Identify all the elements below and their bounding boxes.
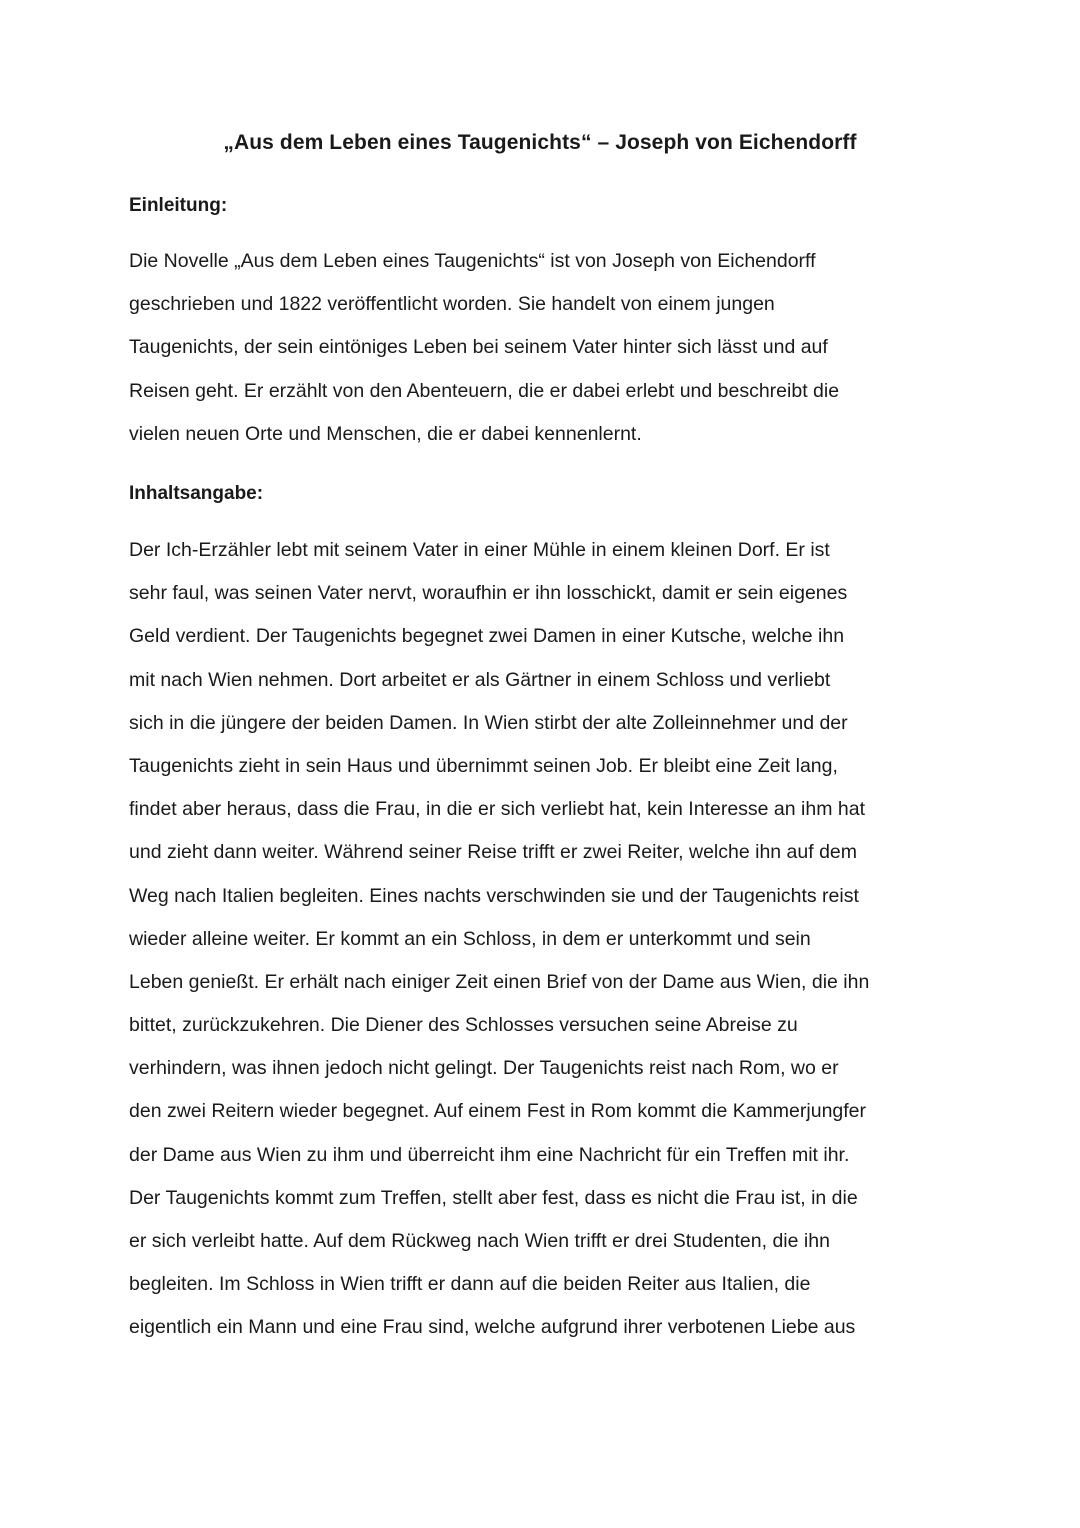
- text-line: sehr faul, was seinen Vater nervt, woraufhin er ihn losschickt, damit er sein eigenes: [129, 582, 848, 605]
- text-line: Weg nach Italien begleiten. Eines nachts verschwinden sie und der Taugenichts reist: [129, 884, 859, 907]
- text-line: Reisen geht. Er erzählt von den Abenteuern, die er dabei erlebt und beschreibt die: [129, 379, 840, 402]
- paragraph-inhaltsangabe: [129, 529, 959, 1350]
- text-line: und zieht dann weiter. Während seiner Reise trifft er zwei Reiter, welche ihn auf dem: [129, 841, 858, 864]
- text-line: findet aber heraus, dass die Frau, in die er sich verliebt hat, kein Interesse an ihm hat: [129, 798, 865, 821]
- text-line: Die Novelle „Aus dem Leben eines Taugenichts“ ist von Joseph von Eichendorff: [129, 250, 816, 272]
- text-line: er sich verleibt hatte. Auf dem Rückweg nach Wien trifft er drei Studenten, die ihn: [129, 1230, 830, 1252]
- text-line: begleiten. Im Schloss in Wien trifft er dann auf die beiden Reiter aus Italien, die: [129, 1273, 811, 1296]
- text-line: Leben genießt. Er erhält nach einiger Zeit einen Brief von der Dame aus Wien, die ihn: [129, 970, 870, 993]
- text-line: vielen neuen Orte und Menschen, die er dabei kennenlernt.: [129, 422, 642, 445]
- text-line: Der Taugenichts kommt zum Treffen, stellt aber fest, dass es nicht die Frau ist, in die: [129, 1186, 858, 1209]
- text-line: Der Ich-Erzähler lebt mit seinem Vater in einer Mühle in einem kleinen Dorf. Er ist: [129, 539, 830, 561]
- text-line: sich in die jüngere der beiden Damen. In Wien stirbt der alte Zolleinnehmer und der: [129, 711, 848, 734]
- document-title: „Aus dem Leben eines Taugenichts“ – Joseph von Eichendorff: [223, 131, 857, 154]
- paragraph-einleitung: [129, 240, 959, 456]
- text-line: eigentlich ein Mann und eine Frau sind, welche aufgrund ihrer verbotenen Liebe aus: [129, 1316, 856, 1339]
- text-line: bittet, zurückzukehren. Die Diener des Schlosses versuchen seine Abreise zu: [129, 1014, 798, 1037]
- text-line: wieder alleine weiter. Er kommt an ein Schloss, in dem er unterkommt und sein: [129, 927, 811, 950]
- text-line: den zwei Reitern wieder begegnet. Auf einem Fest in Rom kommt die Kammerjungfer: [129, 1100, 867, 1123]
- text-line: verhindern, was ihnen jedoch nicht gelingt. Der Taugenichts reist nach Rom, wo er: [129, 1057, 839, 1080]
- section-heading-inhaltsangabe: Inhaltsangabe:: [129, 483, 264, 504]
- text-line: mit nach Wien nehmen. Dort arbeitet er als Gärtner in einem Schloss und verliebt: [129, 668, 831, 691]
- text-line: Geld verdient. Der Taugenichts begegnet zwei Damen in einer Kutsche, welche ihn: [129, 625, 845, 648]
- text-line: der Dame aus Wien zu ihm und überreicht ihm eine Nachricht für ein Treffen mit ihr.: [129, 1143, 850, 1166]
- text-line: Taugenichts, der sein eintöniges Leben bei seinem Vater hinter sich lässt und auf: [129, 336, 828, 359]
- text-line: geschrieben und 1822 veröffentlicht worden. Sie handelt von einem jungen: [129, 293, 775, 316]
- text-line: Taugenichts zieht in sein Haus und übernimmt seinen Job. Er bleibt eine Zeit lang,: [129, 754, 838, 777]
- section-heading-einleitung: Einleitung:: [129, 195, 228, 216]
